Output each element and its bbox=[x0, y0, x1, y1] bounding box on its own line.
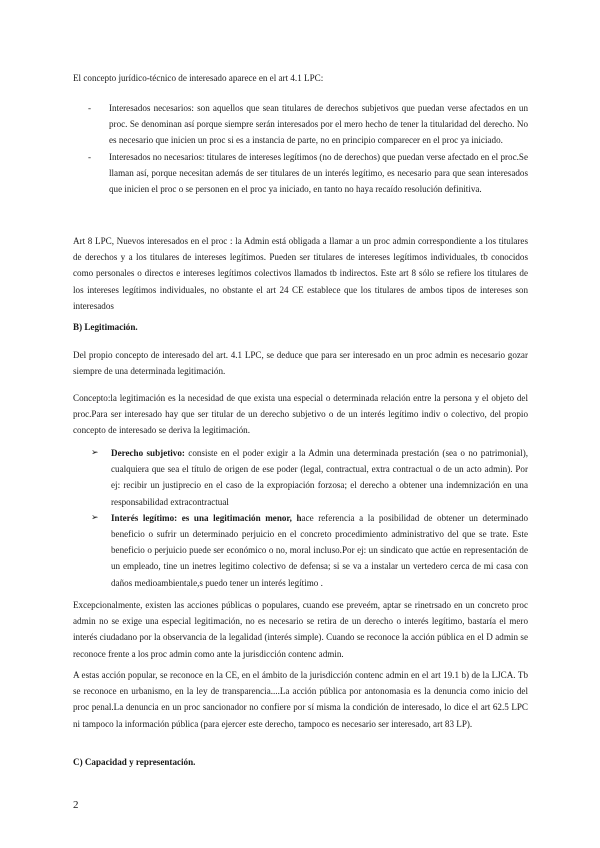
section-heading-capacidad: C) Capacidad y representación. bbox=[73, 757, 196, 767]
excepcionalmente-paragraph: Excepcionalmente, existen las acciones públicas o populares, cuando ese preveém, aptar se rinetrsado en un concreto proc admin no se exige una especial legitimación, no es necesario se retira de un derecho o interés legítimo, bastaría el mero interés ciudadano por la observancia de la legalidad (interés simple). Cuando se reconoce la acción pública en el D admin se reconoce frente a los proc admin como ante la jurisdicción contenc admin. bbox=[73, 600, 528, 659]
list-item bbox=[91, 445, 528, 510]
art8-paragraph: Art 8 LPC, Nuevos interesados en el proc : la Admin está obligada a llamar a un proc admin correspondiente a los titulares de derechos y a los titulares de intereses legítimos. Pueden ser titulares de intereses legítimos individuales, tb conocidos como personales o directos e intereses legítimos colectivos llamados tb indirectos. Este art 8 sólo se refiere los titulares de los intereses legítimos individuales, no obstante el art 24 CE establece que los titulares de ambos tipos de intereses son interesados bbox=[73, 236, 528, 311]
concepto-paragraph: Concepto:la legitimación es la necesidad de que exista una especial o determinada relación entre la persona y el objeto del proc.Para ser interesado hay que ser titular de un derecho subjetivo o de un interés legítimo indiv o colectivo, del propio concepto de interesado se deriva la legitimación. bbox=[73, 393, 528, 436]
list-item-text: Interesados necesarios: son aquellos que sean titulares de derechos subjetivos que puedan verse afectados en un proc. Se denominan así porque siempre serán interesados por el mero hecho de tener la titularidad del derecho. No es necesario que inicien un proc si es a instancia de parte, no en principio comparecer en el proc ya iniciado. bbox=[109, 103, 528, 146]
list-item-text: Interesados no necesarios: titulares de intereses legítimos (no de derechos) que puedan verse afectado en el proc.Se llaman así, porque necesitan además de ser titulares de un interés legítimo, es necesario para que sean interesados que inicien el proc o se personen en el proc ya iniciado, en tanto no haya recaído resolución definitiva. bbox=[109, 151, 528, 195]
dash-bullet: - bbox=[88, 103, 92, 113]
list-item bbox=[88, 149, 528, 198]
list-item bbox=[88, 100, 528, 149]
legitimacion-paragraph: Del propio concepto de interesado del art. 4.1 LPC, se deduce que para ser interesado en un proc admin es necesario gozar siempre de una determinada legitimación. bbox=[73, 350, 528, 377]
arrow-bullet-icon: ➢ bbox=[91, 512, 99, 523]
arrow-bullet-icon: ➢ bbox=[91, 448, 99, 458]
section-heading-legitimacion: B) Legitimación. bbox=[73, 322, 138, 332]
list-item-text: consiste en el poder exigir a la Admin una determinada prestación (sea o no patrimonial), cualquiera que sea el título de origen de ese poder (legal, contractual, extra contractual o de un acto admin). Por ej: recibir un justiprecio en el caso de la expropiación forzosa; el derecho a obtener una indemnización en una responsabilidad extracontractual bbox=[111, 448, 529, 507]
interested-types-list bbox=[88, 100, 528, 197]
legitimation-types-list bbox=[91, 445, 528, 591]
list-item-term: Interés legítimo: es una legitimación menor, h bbox=[111, 512, 302, 523]
list-item-term: Derecho subjetivo: bbox=[111, 448, 185, 458]
page-number: 2 bbox=[73, 799, 79, 811]
dash-bullet: - bbox=[88, 151, 92, 162]
accion-popular-paragraph: A estas acción popular, se reconoce en la CE, en el ámbito de la jurisdicción contenc admin en el art 19.1 b) de la LJCA. Tb se reconoce en urbanismo, en la ley de transparencia....La acción pública por antonomasia es la denuncia como inicio del proc penal.La denuncia en un proc sancionador no confiere por sí misma la condición de interesado, lo dice el art 62.5 LPC ni tampoco la información pública (para ejercer este derecho, tampoco es necesario ser interesado, art 83 LP). bbox=[73, 670, 528, 729]
list-item bbox=[91, 510, 528, 591]
intro-paragraph: El concepto jurídico-técnico de interesado aparece en el art 4.1 LPC: bbox=[73, 73, 324, 83]
list-item-text: ace referencia a la posibilidad de obtener un determinado beneficio o sufrir un determinado perjuicio en el concreto procedimiento administrativo del que se trate. Este beneficio o perjuicio puede ser económico o no, moral incluso.Por ej: un sindicato que actúe en representación de un empleado, tine un inetres legitimo colectivo de defensa; si se va a instalar un vertedero cerca de mi casa con daños medioambientale,s puedo tener un interés legítimo . bbox=[111, 512, 528, 588]
